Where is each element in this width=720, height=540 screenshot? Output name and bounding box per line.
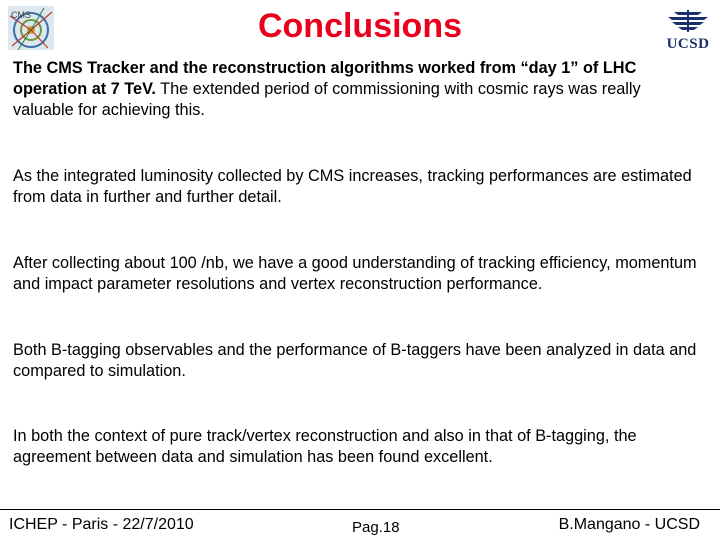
footer-author: B.Mangano - UCSD xyxy=(558,516,700,533)
conclusion-paragraph-4: Both B-tagging observables and the performance of B-taggers have been analyzed in data and compared to simulation. xyxy=(13,341,697,380)
ucsd-logo-icon xyxy=(660,8,716,52)
footer-divider xyxy=(0,509,720,510)
conclusion-paragraph-1-bold: The CMS Tracker and the reconstruction algorithms worked from “day 1” of LHC operation at 7 TeV. xyxy=(13,59,637,98)
conclusion-paragraph-1 xyxy=(13,58,705,121)
conclusion-paragraph-3: After collecting about 100 /nb, we have a good understanding of tracking efficiency, momentum and impact parameter resolutions and vertex reconstruction performance. xyxy=(13,254,697,293)
conclusion-paragraph-2: As the integrated luminosity collected by CMS increases, tracking performances are estimated from data in further and further detail. xyxy=(13,167,692,206)
conclusion-paragraph-5: In both the context of pure track/vertex reconstruction and also in that of B-tagging, the agreement between data and simulation has been found excellent. xyxy=(13,427,637,466)
footer-conference: ICHEP - Paris - 22/7/2010 xyxy=(9,516,194,533)
conclusion-paragraph-1-text: The extended period of commissioning with cosmic rays was really valuable for achieving this. xyxy=(13,80,641,119)
ucsd-logo-text: UCSD xyxy=(666,36,710,52)
page-title: Conclusions xyxy=(257,7,463,45)
footer-page-number: Pag.18 xyxy=(352,519,400,536)
svg-text:CMS: CMS xyxy=(11,10,31,20)
